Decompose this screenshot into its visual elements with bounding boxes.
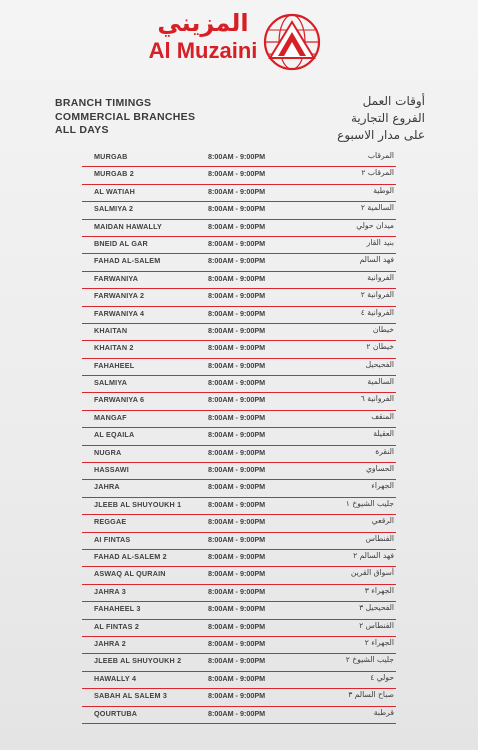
table-row [82,533,396,550]
branch-name-arabic: جليب الشيوخ ١ [345,498,394,508]
table-row [82,393,396,410]
branch-name-arabic: الجهراء ٣ [364,585,394,595]
branch-hours: 8:00AM - 9:00PM [208,517,266,527]
branch-hours: 8:00AM - 9:00PM [208,308,266,318]
branch-name-arabic: المنقف [371,411,394,421]
branch-name-arabic: الفروانية [367,272,394,282]
table-row [82,480,396,497]
branch-hours: 8:00AM - 9:00PM [208,656,266,666]
branch-hours: 8:00AM - 9:00PM [208,169,266,179]
table-row [82,515,396,532]
branch-hours: 8:00AM - 9:00PM [208,465,266,475]
branch-name-english: FAHAD AL-SALEM 2 [94,551,167,561]
branch-name-arabic: صباح السالم ٣ [348,690,394,700]
branch-name-arabic: السالمية ٢ [360,203,394,213]
branch-name-arabic: الفنطاس ٢ [359,620,394,630]
branch-name-arabic: بنيد القار [366,237,394,247]
branch-hours: 8:00AM - 9:00PM [208,482,266,492]
branch-name-arabic: الفنطاس [365,533,394,543]
branch-hours: 8:00AM - 9:00PM [208,343,266,353]
table-row [82,637,396,654]
branch-hours: 8:00AM - 9:00PM [208,430,266,440]
title-line: الفروع التجارية [350,111,425,125]
branch-name-english: MURGAB 2 [94,169,134,179]
table-row [82,167,396,184]
branch-name-english: JLEEB AL SHUYOUKH 1 [94,499,182,509]
branch-hours: 8:00AM - 9:00PM [208,691,266,701]
branch-name-english: BNEID AL GAR [94,238,148,248]
branch-name-english: REGGAE [94,517,127,527]
branch-name-english: FAHAD AL-SALEM [94,256,161,266]
table-row [82,654,396,671]
branch-hours: 8:00AM - 9:00PM [208,621,266,631]
branch-hours: 8:00AM - 9:00PM [208,360,266,370]
branch-hours: 8:00AM - 9:00PM [208,412,266,422]
table-row [82,324,396,341]
table-row [82,220,396,237]
branch-name-arabic: الفحيحيل ٣ [359,603,394,613]
branch-name-english: SALMIYA 2 [94,204,134,214]
branch-hours: 8:00AM - 9:00PM [208,204,266,214]
branch-hours: 8:00AM - 9:00PM [208,325,266,335]
branch-name-english: ASWAQ AL QURAIN [94,569,166,579]
branch-hours: 8:00AM - 9:00PM [208,586,266,596]
branch-name-arabic: المرقاب ٢ [361,168,394,178]
table-row [82,550,396,567]
branch-timings-table [82,150,396,724]
table-row [82,707,396,724]
branch-name-arabic: الوطية [373,185,394,195]
branch-name-english: JAHRA [94,482,120,492]
branch-hours: 8:00AM - 9:00PM [208,534,266,544]
table-row [82,585,396,602]
brand-name-english: Al Muzaini [148,38,258,63]
table-row [82,689,396,706]
table-row [82,376,396,393]
branch-name-arabic: الحساوي [365,464,394,474]
branch-name-arabic: فهد السالم [359,255,394,265]
branch-name-english: FAHAHEEL [94,360,135,370]
title-line: على مدار الاسبوع [337,128,425,142]
table-row [82,567,396,584]
al-muzaini-globe-logo-icon [262,12,322,72]
branch-name-arabic: ميدان حولي [356,220,394,230]
branch-hours: 8:00AM - 9:00PM [208,604,266,614]
branch-name-arabic: الجهراء ٢ [364,637,394,647]
table-row [82,237,396,254]
header [0,0,478,85]
branch-hours: 8:00AM - 9:00PM [208,152,266,161]
branch-name-english: FARWANIYA 4 [94,308,145,318]
branch-name-english: AI FINTAS [94,534,131,544]
branch-name-english: KHAITAN [94,325,128,335]
branch-hours: 8:00AM - 9:00PM [208,447,266,457]
brand-name-arabic: المزيني [157,9,249,37]
table-row [82,289,396,306]
table-row [82,602,396,619]
title-arabic [225,93,425,144]
title-line: COMMERCIAL BRANCHES [55,110,196,123]
table-row [82,150,396,167]
table-row [82,341,396,358]
branch-name-english: FARWANIYA 2 [94,291,145,301]
branch-name-arabic: جليب الشيوخ ٢ [345,655,394,665]
branch-name-english: HASSAWI [94,465,129,475]
branch-name-arabic: العقيلة [373,429,394,439]
branch-name-english: MURGAB [94,152,128,161]
branch-hours: 8:00AM - 9:00PM [208,673,266,683]
branch-hours: 8:00AM - 9:00PM [208,238,266,248]
branch-hours: 8:00AM - 9:00PM [208,551,266,561]
branch-name-english: SABAH AL SALEM 3 [94,691,168,701]
branch-name-english: AL EQAILA [94,430,135,440]
table-row [82,498,396,515]
branch-name-arabic: المرقاب [367,151,394,160]
table-row [82,620,396,637]
table-row [82,411,396,428]
title-line: BRANCH TIMINGS [55,97,152,109]
branch-hours: 8:00AM - 9:00PM [208,395,266,405]
table-row [82,672,396,689]
branch-name-english: FARWANIYA [94,273,139,283]
branch-name-english: JLEEB AL SHUYOUKH 2 [94,656,182,666]
branch-hours: 8:00AM - 9:00PM [208,186,266,196]
title-line: أوقات العمل [362,94,425,108]
branch-name-arabic: السالمية [367,377,394,387]
branch-name-arabic: الفحيحيل [365,359,394,369]
branch-name-english: FAHAHEEL 3 [94,604,141,614]
branch-name-arabic: حولي ٤ [370,672,394,682]
branch-name-english: NUGRA [94,447,122,457]
table-row [82,254,396,271]
branch-name-english: QOURTUBA [94,708,138,718]
branch-name-arabic: الرقعي [371,516,394,526]
branch-name-english: JAHRA 3 [94,586,126,596]
title-line: ALL DAYS [55,124,109,136]
branch-name-english: JAHRA 2 [94,638,126,648]
branch-hours: 8:00AM - 9:00PM [208,221,266,231]
branch-name-english: KHAITAN 2 [94,343,134,353]
table-row [82,307,396,324]
table-row [82,463,396,480]
branch-hours: 8:00AM - 9:00PM [208,708,266,718]
branch-name-english: AL FINTAS 2 [94,621,140,631]
branch-hours: 8:00AM - 9:00PM [208,638,266,648]
branch-hours: 8:00AM - 9:00PM [208,273,266,283]
branch-name-arabic: الفروانية ٤ [360,307,394,317]
branch-name-english: HAWALLY 4 [94,673,137,683]
branch-name-arabic: الفروانية ٢ [360,290,394,300]
table-row [82,428,396,445]
branch-name-english: MANGAF [94,412,127,422]
table-row [82,272,396,289]
branch-hours: 8:00AM - 9:00PM [208,569,266,579]
branch-name-arabic: أسواق القرين [350,568,394,578]
branch-name-arabic: الجهراء [371,481,394,491]
branch-hours: 8:00AM - 9:00PM [208,499,266,509]
branch-hours: 8:00AM - 9:00PM [208,378,266,388]
table-row [82,202,396,219]
table-row [82,185,396,202]
branch-name-english: AL WATIAH [94,186,136,196]
branch-name-arabic: قرطبة [373,707,394,717]
branch-hours: 8:00AM - 9:00PM [208,256,266,266]
branch-name-english: FARWANIYA 6 [94,395,145,405]
branch-name-arabic: خيطان [372,324,394,334]
branch-name-arabic: النقرة [375,446,394,456]
branch-name-english: MAIDAN HAWALLY [94,221,163,231]
branch-hours: 8:00AM - 9:00PM [208,291,266,301]
branch-name-arabic: الفروانية ٦ [360,394,394,404]
branch-name-arabic: خيطان ٢ [366,342,394,352]
branch-name-english: SALMIYA [94,378,128,388]
table-row [82,359,396,376]
table-row [82,446,396,463]
branch-name-arabic: فهد السالم ٢ [353,550,394,560]
